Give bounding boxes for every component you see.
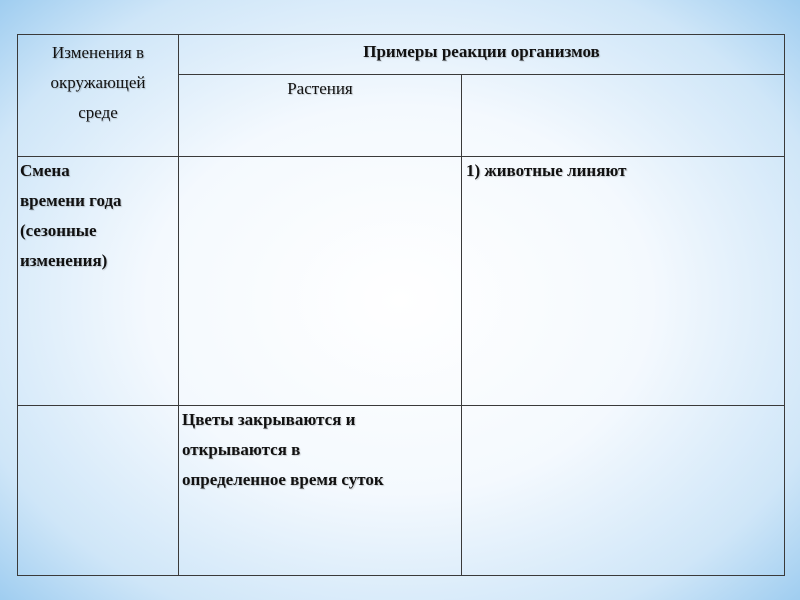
header-organism-reaction-examples: Примеры реакции организмов <box>363 42 600 61</box>
table-border-right <box>784 34 785 576</box>
header-changes-in-environment: Изменения в окружающей среде <box>50 43 146 122</box>
row2-plants-cell: Цветы закрываются и открываются в определенное время суток <box>182 410 384 489</box>
column-divider-2 <box>461 74 462 576</box>
row1-animals-cell: 1) животные линяют <box>466 161 627 180</box>
table-border-top <box>17 34 785 35</box>
row1-change-cell: Смена времени года (сезонные изменения) <box>20 161 122 270</box>
column-divider-1 <box>178 34 179 576</box>
table-border-bottom <box>17 575 785 576</box>
header-plants: Растения <box>287 79 353 98</box>
